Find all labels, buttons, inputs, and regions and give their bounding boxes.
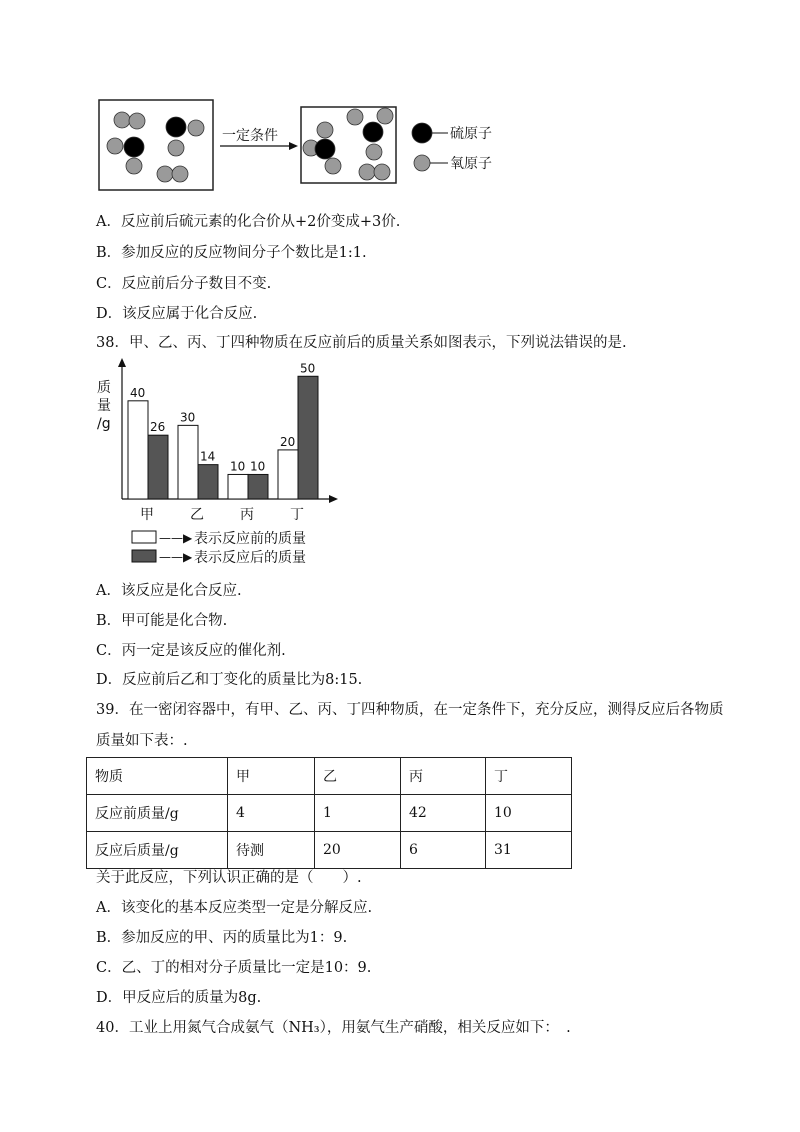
mass-bar-chart xyxy=(96,356,356,571)
arrow-label: 一定条件 xyxy=(222,128,278,144)
category-label: 丙 xyxy=(240,507,254,523)
legend-arrow-icon: ——▶ xyxy=(159,550,193,564)
bar-value-label: 20 xyxy=(280,434,296,449)
y-axis-label: 量 xyxy=(97,398,111,414)
y-axis-label: /g xyxy=(97,416,111,432)
bar-value-label: 26 xyxy=(150,420,166,435)
bar-value-label: 50 xyxy=(300,361,316,376)
table-cell: 反应前质量/g xyxy=(87,795,228,832)
chart-category-labels xyxy=(140,507,304,523)
bar-value-label: 10 xyxy=(250,459,266,474)
table-cell: 待测 xyxy=(228,832,315,869)
table-header-cell: 甲 xyxy=(228,758,315,795)
mass-table xyxy=(86,757,572,869)
bar-before-1 xyxy=(178,425,198,499)
category-label: 乙 xyxy=(190,507,204,523)
table-header-cell: 物质 xyxy=(87,758,228,795)
bar-value-label: 30 xyxy=(180,410,196,425)
table-row xyxy=(87,795,572,832)
oxygen-atom-icon xyxy=(414,155,430,171)
q38-stem: 38．甲、乙、丙、丁四种物质在反应前后的质量关系如图表示，下列说法错误的是. xyxy=(96,335,627,351)
category-label: 丁 xyxy=(290,507,304,523)
q37-option-c: C．反应前后分子数目不变. xyxy=(96,276,272,292)
legend-sulfur xyxy=(412,123,492,143)
bar-before-3 xyxy=(278,450,298,499)
bar-value-label: 14 xyxy=(200,449,216,464)
bar-after-3 xyxy=(298,376,318,499)
legend-label: 表示反应前的质量 xyxy=(194,531,306,547)
q38-option-c: C．丙一定是该反应的催化剂. xyxy=(96,643,286,659)
table-header-cell: 丁 xyxy=(486,758,572,795)
table-cell: 20 xyxy=(315,832,401,869)
table-header-cell: 乙 xyxy=(315,758,401,795)
q38-option-d: D．反应前后乙和丁变化的质量比为8:15. xyxy=(96,672,363,688)
category-label: 甲 xyxy=(140,507,154,523)
q37-option-d: D．该反应属于化合反应. xyxy=(96,306,258,322)
q39-option-d: D．甲反应后的质量为8g. xyxy=(96,990,262,1006)
chart-legend xyxy=(132,530,306,566)
table-cell: 31 xyxy=(486,832,572,869)
legend-sulfur-label: 硫原子 xyxy=(450,126,492,142)
q37-option-b: B．参加反应的反应物间分子个数比是1:1. xyxy=(96,245,367,261)
chart-ylabel xyxy=(97,380,111,432)
q39-option-c: C．乙、丁的相对分子质量比一定是10：9. xyxy=(96,960,372,976)
x-axis-arrow xyxy=(329,495,338,503)
legend-arrow-icon: ——▶ xyxy=(159,531,193,545)
table-cell: 1 xyxy=(315,795,401,832)
q39-option-b: B．参加反应的甲、丙的质量比为1：9. xyxy=(96,930,348,946)
q39-option-a: A．该变化的基本反应类型一定是分解反应. xyxy=(96,900,373,916)
product-molecules xyxy=(303,108,393,180)
legend-oxygen-label: 氧原子 xyxy=(450,156,492,172)
q40-stem: 40．工业上用氮气合成氨气（NH₃），用氨气生产硝酸，相关反应如下： . xyxy=(96,1020,571,1036)
table-cell: 6 xyxy=(401,832,486,869)
table-cell: 4 xyxy=(228,795,315,832)
table-row xyxy=(87,832,572,869)
bar-before-0 xyxy=(128,401,148,499)
bar-value-label: 40 xyxy=(130,385,146,400)
reactant-molecules xyxy=(107,112,204,182)
table-cell: 10 xyxy=(486,795,572,832)
legend-label: 表示反应后的质量 xyxy=(194,550,306,566)
y-axis-label: 质 xyxy=(97,380,111,396)
q38-option-a: A．该反应是化合反应. xyxy=(96,583,242,599)
table-cell: 反应后质量/g xyxy=(87,832,228,869)
bar-after-2 xyxy=(248,474,268,499)
q39-stem-line2: 质量如下表：. xyxy=(96,733,188,749)
legend-swatch-1 xyxy=(132,550,156,562)
legend-oxygen xyxy=(414,155,492,172)
q38-option-b: B．甲可能是化合物. xyxy=(96,613,228,629)
bar-before-2 xyxy=(228,474,248,499)
legend-swatch-0 xyxy=(132,531,156,543)
bar-after-1 xyxy=(198,465,218,499)
bar-after-0 xyxy=(148,435,168,499)
q39-after-table: 关于此反应，下列认识正确的是（ ）. xyxy=(96,870,362,886)
q37-option-a: A．反应前后硫元素的化合价从+2价变成+3价. xyxy=(96,214,401,230)
table-cell: 42 xyxy=(401,795,486,832)
table-header-row xyxy=(87,758,572,795)
table-header-cell: 丙 xyxy=(401,758,486,795)
q39-stem-line1: 39．在一密闭容器中，有甲、乙、丙、丁四种物质，在一定条件下，充分反应，测得反应后各物质 xyxy=(96,702,724,718)
reaction-diagram xyxy=(96,96,516,196)
y-axis-arrow xyxy=(118,358,126,367)
sulfur-atom-icon xyxy=(412,123,432,143)
bar-value-label: 10 xyxy=(230,459,246,474)
